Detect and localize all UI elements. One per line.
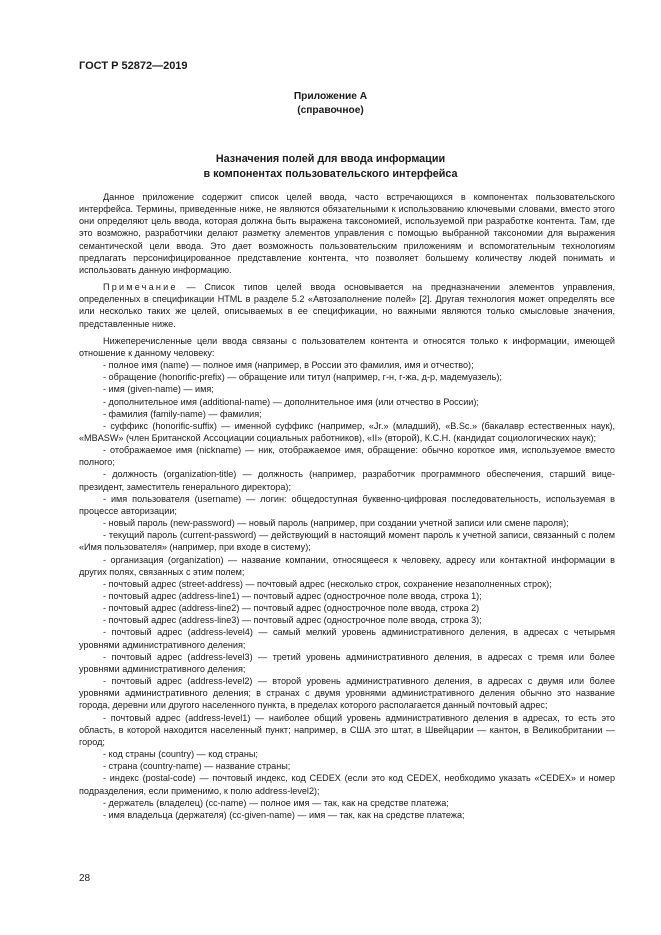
list-item: - почтовый адрес (address-line3) — почтовый адрес (однострочное поле ввода, строка 3); — [103, 615, 482, 626]
list-item: - отображаемое имя (nickname) — ник, отображаемое имя, обращение: обычно короткое имя, используемое вместо полного; — [79, 445, 615, 468]
list-item: - суффикс (honorific-suffix) — именной суффикс (например, «Jr.» (младший), «B.Sc.» (бакалавр естественных наук), «MBASW» (член Британской Ассоциации социальных работников), «II» (второй), К.С.Н. (кандидат социологических наук); — [79, 420, 615, 443]
annex-heading — [0, 90, 661, 118]
list-item: - почтовый адрес (address-level3) — третий уровень административного деления, в адресах с тремя или более уровнями административного деления; — [79, 651, 615, 674]
list-item: - почтовый адрес (address-level1) — наиболее общий уровень административного деления в адресах, то есть это область, в которой находится населенный пункт; например, в США это штат, в Швейцарии — кантон, в Великобритании — город; — [79, 712, 615, 747]
list-item: - организация (organization) — название компании, относящееся к человеку, адресу или контактной информации в других полях, связанных с этим полем; — [79, 554, 615, 577]
list-item: - страна (country-name) — название страны; — [103, 761, 291, 772]
note-paragraph — [79, 281, 615, 330]
page-number: 28 — [79, 873, 91, 884]
list-item: - код страны (country) — код страны; — [103, 749, 258, 760]
list-item: - полное имя (name) — полное имя (например, в России это фамилия, имя и отчество); — [103, 360, 474, 371]
list-item: - почтовый адрес (address-level4) — самый мелкий уровень административного деления, в адресах с четырьмя уровнями административного деления; — [79, 627, 615, 650]
section-title-line2: в компонентах пользовательского интерфейса — [203, 167, 458, 180]
note-text: — Список типов целей ввода основывается на предназначении элементов управления, определенных в спецификации HTML в разделе 5.2 «Автозаполнение полей» [2]. Другая технология может определять все или несколько таких же целей, описываемых в ее спецификации, но важными являются только смысловые значения, представленные ниже. — [79, 282, 615, 329]
list-item: - почтовый адрес (street-address) — почтовый адрес (несколько строк, сохранение незаполненных строк); — [103, 578, 552, 589]
list-item: - текущий пароль (current-password) — действующий в настоящий момент пароль к учетной записи, связанный с полем «Имя пользователя» (например, при входе в систему); — [79, 530, 615, 553]
section-title — [0, 152, 661, 181]
list-item: - держатель (владелец) (cc-name) — полное имя — так, как на средстве платежа; — [103, 797, 449, 808]
section-title-line1: Назначения полей для ввода информации — [215, 153, 446, 165]
list-item: - имя владельца (держателя) (cc-given-name) — имя — так, как на средстве платежа; — [103, 809, 465, 820]
list-item: - имя пользователя (username) — логин: общедоступная буквенно-цифровая последовательность, используемая в процессе авторизации; — [79, 493, 615, 516]
annex-title: Приложение А — [293, 91, 368, 102]
intro-paragraph: Данное приложение содержит список целей ввода, часто встречающихся в компонентах пользовательского интерфейса. Термины, приведенные ниже, не являются обязательными к использованию ключевыми словами, вместо этого они определяют цель ввода, которая должна быть выражена таксономией, используемой при разработке контента. Там, где это возможно, разработчики делают разметку элементов управления с помощью выбранной таксономии для выражения семантической цели ввода. Это дает возможность пользовательским приложениям и вспомогательным технологиям предлагать персонифицированное представление контента, что позволяет большему количеству людей понимать и использовать данную информацию. — [79, 192, 615, 275]
list-item: - почтовый адрес (address-line1) — почтовый адрес (однострочное поле ввода, строка 1); — [103, 591, 482, 601]
list-item: - индекс (postal-code) — почтовый индекс, код CEDEX (если это код CEDEX, необходимо указать «CEDEX» и номер подразделения, если применимо, к полю address-level2); — [79, 773, 615, 796]
annex-subtitle: (справочное) — [297, 105, 364, 116]
document-body — [79, 191, 615, 821]
note-label: Примечание — [103, 282, 178, 293]
list-item: - фамилия (family-name) — фамилия; — [103, 408, 262, 419]
list-intro-paragraph: Нижеперечисленные цели ввода связаны с пользователем контента и относятся только к информации, имеющей отношение к данному человеку: — [79, 335, 615, 358]
list-item: - обращение (honorific-prefix) — обращение или титул (например, г-н, г-жа, д-р, мадемуазель); — [103, 372, 502, 383]
input-purpose-list — [79, 359, 615, 821]
list-item: - новый пароль (new-password) — новый пароль (например, при создании учетной записи или смене пароля); — [103, 518, 569, 529]
list-item: - имя (given-name) — имя; — [103, 384, 214, 395]
list-item: - дополнительное имя (additional-name) — дополнительное имя (или отчество в России); — [103, 396, 479, 407]
list-item: - почтовый адрес (address-line2) — почтовый адрес (однострочное поле ввода, строка 2) — [103, 603, 480, 614]
standard-header: ГОСТ Р 52872—2019 — [79, 60, 188, 72]
list-item: - должность (organization-title) — должность (например, разработчик программного обеспечения, старший вице-президент, заместитель генерального директора); — [79, 469, 615, 492]
list-item: - почтовый адрес (address-level2) — второй уровень административного деления, в адресах с двумя или более уровнями административного деления; в странах с двумя уровнями административного деления обычно это название города, деревни или другого населенного пункта, в пределах которого располагается данный почтовый адрес; — [79, 676, 615, 711]
